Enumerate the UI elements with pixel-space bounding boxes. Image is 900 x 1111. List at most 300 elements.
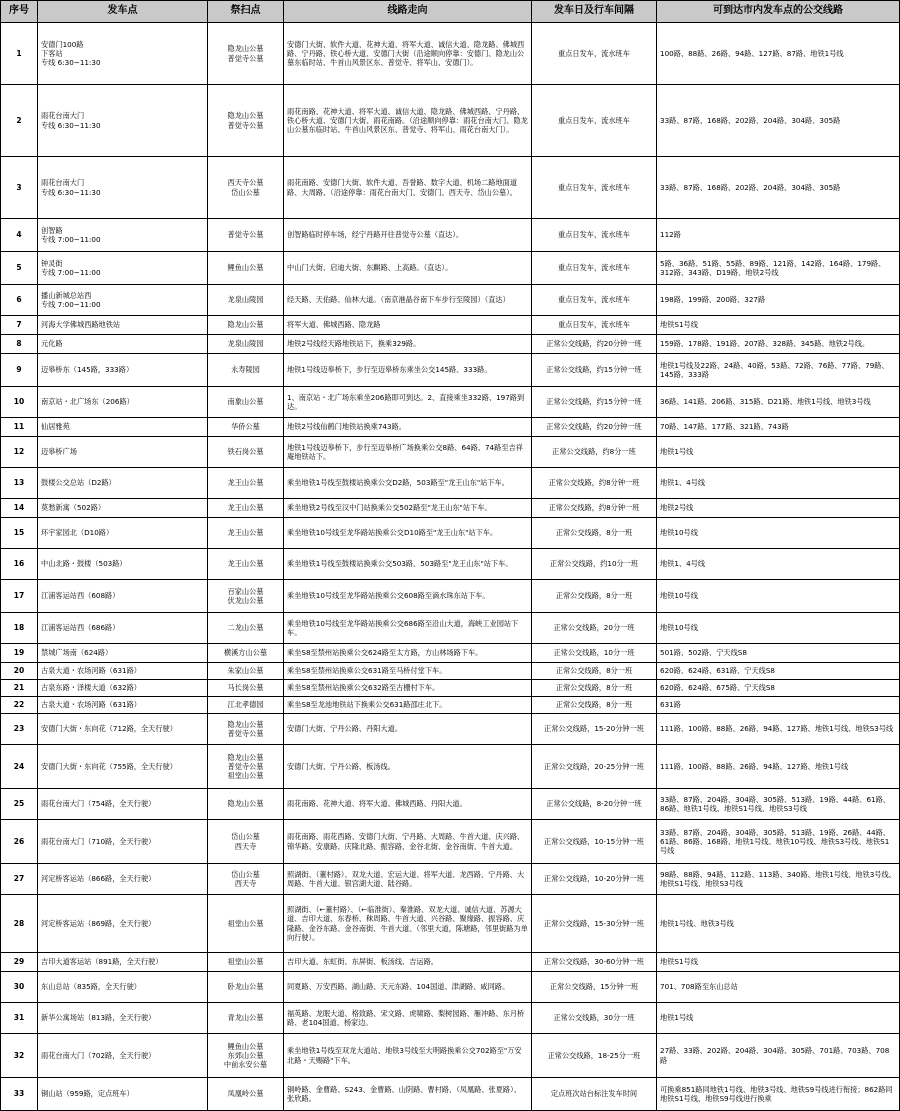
route-description-text: 照湖街、（董村路）、双龙大道、宏运大道、将军大道、龙西路、宁丹路、大周路、牛首大道、银宫湖大道、陆谷路。 (287, 869, 525, 888)
cemetery (208, 387, 284, 418)
route-description-text: 乘坐地铁1号线至鼓楼站换乘公交503路、503路至"龙王山东"站下车。 (287, 559, 513, 569)
schedule-interval-text: 正常公交线路，30-60分钟一班 (544, 957, 644, 967)
route-description-text: 乘坐地铁10号线至龙华路站换乘公交686路至沿山大道，海峡工业园站下车。 (287, 618, 519, 637)
connecting-lines-text: 620路、624路、631路、宁天线S8 (660, 666, 775, 676)
cemetery (208, 972, 284, 1003)
connecting-lines (657, 468, 900, 499)
row-number-text: 32 (13, 1050, 25, 1060)
connecting-lines (657, 549, 900, 580)
departure-point (38, 820, 208, 864)
route-description (284, 1078, 532, 1111)
departure-point (38, 285, 208, 316)
cemetery-text: 百家山公墓 伏龙山公墓 (227, 586, 264, 605)
departure-point-text: 安德门大街・东向花（755路，全天行驶） (41, 761, 177, 771)
departure-point-text: 创智路 专线 7:00~11:00 (41, 225, 101, 244)
connecting-lines-text: 620路、624路、675路、宁天线S8 (660, 683, 775, 693)
row-number (1, 745, 38, 789)
cemetery-text: 龙王山公墓 (227, 478, 264, 488)
cemetery-text: 龙王山公墓 (227, 503, 264, 513)
departure-point-text: 播山新城总站西 专线 7:00~11:00 (41, 290, 101, 309)
schedule-interval-text: 正常公交线路，8分一班 (555, 666, 633, 676)
cemetery-text: 隐龙山公墓 普觉寺公墓 祖堂山公墓 (227, 752, 264, 781)
row-number-text: 17 (13, 591, 25, 601)
table-row (1, 85, 900, 157)
departure-point (38, 437, 208, 468)
departure-point-text: 河定桥客运站（869路，全天行驶） (41, 918, 156, 928)
connecting-lines (657, 745, 900, 789)
table-row (1, 864, 900, 895)
schedule-interval (532, 252, 657, 285)
cemetery-text: 龙泉山陵园 (227, 295, 264, 305)
route-description-text: 地铁1号线迈皋桥下，步行至迈皋桥广场换乘公交8路、64路、74路至吉祥庵地铁站下。 (287, 442, 523, 461)
cemetery (208, 789, 284, 820)
connecting-lines-text: 111路、100路、88路、26路、94路、127路、地铁1号线 (660, 761, 849, 771)
route-description-text: 乘坐地铁2号线至汉中门站换乘公交502路至"龙王山东"站下车。 (287, 503, 492, 513)
cemetery-text: 龙王山公墓 (227, 528, 264, 538)
connecting-lines-text: 地铁1号线 (660, 1013, 694, 1023)
header-route: 线路走向 (284, 1, 532, 23)
schedule-interval-text: 正常公交线路，15-20分钟一班 (544, 724, 644, 734)
table-row (1, 745, 900, 789)
cemetery-text: 岱山公墓 西天寺 (231, 869, 260, 888)
route-description-text: 地铁2号线经天路地铁站下，换乘329路。 (287, 339, 421, 349)
connecting-lines (657, 23, 900, 85)
route-description-text: 吉印大道、东虹街、东屏街、板汤线、吉运路。 (287, 957, 438, 967)
departure-point-text: 江浦客运站西（608路） (41, 591, 120, 601)
cemetery-text: 卧龙山公墓 (227, 982, 264, 992)
row-number (1, 316, 38, 335)
schedule-interval (532, 157, 657, 219)
row-number (1, 285, 38, 316)
departure-point (38, 549, 208, 580)
departure-point-text: 迈皋桥广场 (41, 447, 77, 457)
route-description-text: 乘坐地铁1号线至双龙大道站、地铁3号线至大明路换乘公交702路至"万安北路・天赐路"下车。 (287, 1046, 522, 1065)
cemetery (208, 518, 284, 549)
cemetery-text: 鲤鱼山公墓 东郊山公墓 中前永安公墓 (223, 1041, 268, 1070)
departure-point (38, 745, 208, 789)
departure-point-text: 东山总站（835路，全天行驶） (41, 982, 141, 992)
row-number (1, 157, 38, 219)
departure-point-text: 莫愁新寓（502路） (41, 503, 106, 513)
cemetery (208, 418, 284, 437)
row-number (1, 23, 38, 85)
cemetery-text: 龙泉山陵园 (227, 339, 264, 349)
route-description-text: 雨花南路、花神大道、将军大道、诚信大道、隐龙路、佛城西路、宁丹路、铁心桥大道、安德门大街、雨花南路。（沿途顺向停靠：雨花台南大门、隐龙山公墓东临时站、牛首山风景区东、普觉寺、将军山、雨花台南大门）。 (287, 106, 528, 135)
schedule-interval (532, 1034, 657, 1078)
connecting-lines (657, 644, 900, 663)
route-description-text: 创智路临时停车场，经宁丹路开往普觉寺公墓（直达）。 (287, 230, 464, 240)
connecting-lines-text: 地铁1号线、地铁3号线 (660, 918, 734, 928)
departure-point-text: 安德门大街・东向花（712路，全天行驶） (41, 724, 177, 734)
departure-point-text: 迈皋桥东（145路，333路） (41, 365, 134, 375)
table-row (1, 580, 900, 613)
cemetery-text: 二龙山公墓 (227, 623, 264, 633)
schedule-interval (532, 953, 657, 972)
table-row (1, 418, 900, 437)
departure-point-text: 环宇家园北（D10路） (41, 528, 114, 538)
cemetery (208, 468, 284, 499)
schedule-interval-text: 正常公交线路，8-20分钟一班 (546, 799, 642, 809)
schedule-interval-text: 重点日发车，流水班车 (558, 320, 630, 330)
route-description (284, 157, 532, 219)
row-number (1, 789, 38, 820)
connecting-lines (657, 895, 900, 953)
row-number (1, 895, 38, 953)
connecting-lines (657, 499, 900, 518)
connecting-lines-text: 100路、88路、26路、94路、127路、87路、地铁1号线 (660, 48, 844, 58)
schedule-interval-text: 正常公交线路，15-30分钟一班 (544, 918, 644, 928)
departure-point-text: 古泉大道・农场河路（631路） (41, 666, 141, 676)
row-number (1, 418, 38, 437)
departure-point-text: 古泉大道・农场河路（631路） (41, 700, 141, 710)
table-row (1, 285, 900, 316)
departure-point-text: 安德门100路 下客站 专线 6:30~11:30 (41, 39, 101, 68)
schedule-interval-text: 重点日发车，流水班车 (558, 115, 630, 125)
schedule-interval (532, 85, 657, 157)
connecting-lines-text: 地铁S1号线 (660, 957, 698, 967)
departure-point-text: 鼓楼公交总站（D2路） (41, 478, 116, 488)
schedule-interval-text: 正常公交线路，约8分一班 (552, 447, 636, 457)
departure-point-text: 雨花台南大门（754路，全天行驶） (41, 799, 156, 809)
cemetery (208, 1078, 284, 1111)
cemetery (208, 335, 284, 354)
departure-point (38, 972, 208, 1003)
departure-point (38, 953, 208, 972)
connecting-lines (657, 316, 900, 335)
schedule-interval-text: 正常公交线路，10-15分钟一班 (544, 836, 644, 846)
row-number (1, 820, 38, 864)
cemetery-text: 隐龙山公墓 普觉寺公墓 (227, 719, 264, 738)
table-row (1, 789, 900, 820)
route-description (284, 864, 532, 895)
route-description-text: 乘坐S8至禁州站换乘公交631路至马桥付堂下车。 (287, 666, 447, 676)
schedule-interval-text: 定点班次站台标注发车时间 (550, 1089, 638, 1099)
cemetery-text: 祖堂山公墓 (227, 918, 264, 928)
cemetery (208, 316, 284, 335)
row-number (1, 252, 38, 285)
table-row (1, 157, 900, 219)
cemetery-text: 铁石岗公墓 (227, 447, 264, 457)
cemetery (208, 85, 284, 157)
departure-point-text: 中山北路・鼓楼（503路） (41, 559, 127, 569)
row-number-text: 7 (16, 320, 22, 330)
schedule-interval-text: 正常公交线路，约10分一班 (549, 559, 639, 569)
schedule-interval (532, 820, 657, 864)
connecting-lines (657, 714, 900, 745)
row-number-text: 20 (13, 666, 25, 676)
departure-point (38, 580, 208, 613)
route-description (284, 580, 532, 613)
departure-point (38, 468, 208, 499)
connecting-lines-text: 地铁2号线 (660, 503, 694, 513)
cemetery (208, 157, 284, 219)
header-lines: 可到达市内发车点的公交线路 (657, 1, 900, 23)
connecting-lines-text: 地铁10号线 (660, 528, 698, 538)
departure-point (38, 252, 208, 285)
connecting-lines (657, 157, 900, 219)
connecting-lines (657, 252, 900, 285)
route-description-text: 照湖街、（←董村路）、（←临淮街）、秦淮路、双龙大道、诚信大道、苏源大道、吉印大道、东春桥、秣周路、牛首大道、兴谷路、聚缘路、振容路、庆隆路、金谷东路、金谷南街、牛首大道、（邻里大道，陈塘路，邻里街路为单向行驶）。 (287, 905, 528, 942)
connecting-lines (657, 789, 900, 820)
row-number (1, 437, 38, 468)
departure-point-text: 南京站・北广场东（206路） (41, 397, 134, 407)
row-number (1, 1003, 38, 1034)
route-description (284, 335, 532, 354)
cemetery (208, 895, 284, 953)
schedule-interval (532, 864, 657, 895)
row-number-text: 9 (16, 365, 22, 375)
connecting-lines-text: 33路、87路、168路、202路、204路、304路、305路 (660, 182, 841, 192)
schedule-interval (532, 613, 657, 644)
schedule-interval (532, 644, 657, 663)
row-number (1, 518, 38, 549)
route-description (284, 437, 532, 468)
route-description-text: 乘坐S8至禁州站换乘公交632路至古栅村下车。 (287, 683, 440, 693)
connecting-lines-text: 159路、178路、191路、207路、328路、345路、地铁2号线。 (660, 339, 870, 349)
schedule-interval-text: 正常公交线路，8分一班 (555, 591, 633, 601)
schedule-interval-text: 正常公交线路，约8分钟一班 (548, 478, 640, 488)
cemetery-text: 永寿陵园 (231, 365, 260, 375)
row-number-text: 30 (13, 982, 25, 992)
row-number-text: 10 (13, 397, 25, 407)
connecting-lines (657, 387, 900, 418)
route-description-text: 地铁1号线迈皋桥下，步行至迈皋桥东乘坐公交145路、333路。 (287, 365, 492, 375)
table-row (1, 387, 900, 418)
connecting-lines (657, 354, 900, 387)
route-description (284, 680, 532, 697)
departure-point (38, 85, 208, 157)
cemetery (208, 23, 284, 85)
cemetery (208, 697, 284, 714)
departure-point (38, 219, 208, 252)
connecting-lines (657, 518, 900, 549)
row-number-text: 33 (13, 1089, 25, 1099)
connecting-lines-text: 112路 (660, 230, 681, 240)
cemetery-text: 隐龙山公墓 (227, 799, 264, 809)
row-number-text: 14 (13, 503, 25, 513)
table-row (1, 680, 900, 697)
cemetery (208, 252, 284, 285)
departure-point (38, 895, 208, 953)
cemetery (208, 285, 284, 316)
departure-point (38, 714, 208, 745)
route-description (284, 697, 532, 714)
row-number-text: 13 (13, 478, 25, 488)
schedule-interval (532, 387, 657, 418)
connecting-lines-text: 198路、199路、200路、327路 (660, 295, 766, 305)
departure-point (38, 387, 208, 418)
connecting-lines (657, 335, 900, 354)
row-number-text: 2 (16, 115, 22, 125)
departure-point-text: 河定桥客运站（866路，全天行驶） (41, 874, 156, 884)
connecting-lines (657, 285, 900, 316)
route-description-text: 雨花南路、安德门大街、软件大道、吾誉路、数字大道、机场二路地面道路、大周路、（沿途停靠：雨花台南大门、安德门、西天寺、岱山公墓）。 (287, 178, 518, 197)
cemetery (208, 499, 284, 518)
route-description (284, 387, 532, 418)
table-row (1, 714, 900, 745)
route-description (284, 745, 532, 789)
route-description (284, 418, 532, 437)
departure-point (38, 789, 208, 820)
schedule-interval-text: 正常公交线路，10-20分钟一班 (544, 874, 644, 884)
row-number-text: 5 (16, 263, 22, 273)
row-number (1, 613, 38, 644)
schedule-interval-text: 正常公交线路，8分一班 (555, 528, 633, 538)
cemetery-text: 凤凰岭公墓 (227, 1089, 264, 1099)
route-description (284, 285, 532, 316)
row-number (1, 697, 38, 714)
departure-point (38, 335, 208, 354)
cemetery (208, 613, 284, 644)
row-number-text: 25 (13, 799, 25, 809)
connecting-lines (657, 953, 900, 972)
departure-point-text: 元化路 (41, 339, 63, 349)
schedule-interval-text: 正常公交线路，约8分钟一班 (548, 503, 640, 513)
row-number (1, 972, 38, 1003)
route-description-text: 同夏路、万安西路、湖山路、天元东路、104国道、津湖路、咸同路。 (287, 982, 510, 992)
cemetery-text: 南象山公墓 (227, 397, 264, 407)
header-time: 发车日及行车间隔 (532, 1, 657, 23)
schedule-interval-text: 正常公交线路，约15分钟一班 (546, 365, 642, 375)
row-number-text: 29 (13, 957, 25, 967)
departure-point (38, 1034, 208, 1078)
schedule-interval-text: 正常公交线路，10分一班 (553, 648, 635, 658)
route-description (284, 1034, 532, 1078)
row-number (1, 85, 38, 157)
route-description (284, 316, 532, 335)
route-description (284, 85, 532, 157)
cemetery (208, 1003, 284, 1034)
route-description (284, 499, 532, 518)
connecting-lines (657, 1003, 900, 1034)
row-number-text: 26 (13, 836, 25, 846)
route-description (284, 972, 532, 1003)
schedule-interval (532, 518, 657, 549)
row-number-text: 8 (16, 339, 22, 349)
row-number (1, 335, 38, 354)
departure-point (38, 316, 208, 335)
schedule-interval-text: 重点日发车，流水班车 (558, 263, 630, 273)
table-row (1, 644, 900, 663)
connecting-lines (657, 820, 900, 864)
row-number (1, 549, 38, 580)
row-number-text: 23 (13, 724, 25, 734)
row-number-text: 31 (13, 1013, 25, 1023)
cemetery-text: 马长岗公墓 (227, 683, 264, 693)
connecting-lines-text: 可换乘851路同地铁1号线、地铁3号线、地铁S9号线进行衔接；862路同地铁S1号线、地铁S9号线进行换乘 (660, 1084, 893, 1103)
connecting-lines-text: 地铁1号线 (660, 447, 694, 457)
table-row (1, 499, 900, 518)
row-number-text: 11 (13, 422, 25, 432)
table-row (1, 663, 900, 680)
schedule-interval (532, 697, 657, 714)
route-description-text: 乘坐地铁1号线至鼓楼站换乘公交D2路，503路至"龙王山东"站下车。 (287, 478, 509, 488)
connecting-lines (657, 697, 900, 714)
connecting-lines (657, 972, 900, 1003)
row-number (1, 468, 38, 499)
cemetery-text: 青龙山公墓 (227, 1013, 264, 1023)
connecting-lines-text: 70路、147路、177路、321路、743路 (660, 422, 789, 432)
schedule-interval (532, 745, 657, 789)
departure-point-text: 新华公寓场站（813路，全天行驶） (41, 1013, 156, 1023)
schedule-interval (532, 499, 657, 518)
table-row (1, 316, 900, 335)
cemetery (208, 714, 284, 745)
schedule-interval (532, 468, 657, 499)
table-row (1, 613, 900, 644)
departure-point (38, 418, 208, 437)
cemetery-text: 江北孝德园 (227, 700, 264, 710)
header-start: 发车点 (38, 1, 208, 23)
route-description (284, 820, 532, 864)
schedule-interval-text: 正常公交线路，约20分钟一班 (546, 339, 642, 349)
departure-point (38, 864, 208, 895)
schedule-interval-text: 正常公交线路，20-25分钟一班 (544, 761, 644, 771)
route-description (284, 895, 532, 953)
row-number (1, 953, 38, 972)
departure-point-text: 雨花台南大门 专线 6:30~11:30 (41, 178, 101, 197)
connecting-lines-text: 98路、88路、94路、112路、113路、340路、地铁1号线、地铁3号线、地铁S1号线、地铁S3号线 (660, 869, 896, 888)
departure-point (38, 1078, 208, 1111)
schedule-interval-text: 正常公交线路，18-25分一班 (547, 1050, 641, 1060)
departure-point (38, 23, 208, 85)
schedule-interval (532, 23, 657, 85)
departure-point (38, 354, 208, 387)
route-description (284, 549, 532, 580)
table-row (1, 219, 900, 252)
route-description-text: 雨花南路、花神大道、将军大道、佛城西路、丹阳大道。 (287, 799, 467, 809)
schedule-interval-text: 正常公交线路，8分一班 (555, 683, 633, 693)
table-row (1, 697, 900, 714)
cemetery (208, 663, 284, 680)
connecting-lines (657, 418, 900, 437)
table-row (1, 437, 900, 468)
departure-point (38, 697, 208, 714)
cemetery (208, 1034, 284, 1078)
row-number (1, 644, 38, 663)
connecting-lines-text: 33路、87路、204路、304路、305路、513路、19路、26路、44路、61路、86路、168路、地铁1号线、地铁10号线、地铁S3号线、地铁S1号线 (660, 827, 890, 856)
departure-point (38, 1003, 208, 1034)
cemetery (208, 437, 284, 468)
connecting-lines-text: 111路、100路、88路、26路、94路、127路、地铁1号线、地铁S3号线 (660, 724, 894, 734)
cemetery (208, 580, 284, 613)
connecting-lines (657, 663, 900, 680)
table-row (1, 1034, 900, 1078)
schedule-interval (532, 354, 657, 387)
cemetery-text: 隐龙山公墓 (227, 320, 264, 330)
route-description-text: 乘坐地铁10号线至龙华路站换乘公交608路至滴水珠东站下车。 (287, 591, 490, 601)
connecting-lines-text: 地铁10号线 (660, 591, 698, 601)
table-row (1, 1003, 900, 1034)
departure-point-text: 雨花台南大门（702路，全天行驶） (41, 1050, 156, 1060)
cemetery (208, 953, 284, 972)
row-number-text: 4 (16, 230, 22, 240)
cemetery (208, 354, 284, 387)
departure-point-text: 仙居雅苑 (41, 422, 70, 432)
table-row (1, 468, 900, 499)
row-number-text: 16 (13, 559, 25, 569)
schedule-interval-text: 正常公交线路，约20分钟一班 (546, 422, 642, 432)
row-number-text: 21 (13, 683, 25, 693)
table-row (1, 252, 900, 285)
schedule-interval (532, 285, 657, 316)
departure-point-text: 雨花台南大门 专线 6:30~11:30 (41, 111, 101, 130)
table-row (1, 23, 900, 85)
schedule-interval (532, 1003, 657, 1034)
cemetery (208, 680, 284, 697)
connecting-lines-text: 地铁1、4号线 (660, 559, 706, 569)
route-description-text: 安德门大街、宁丹公路、板汤线。 (287, 761, 395, 771)
